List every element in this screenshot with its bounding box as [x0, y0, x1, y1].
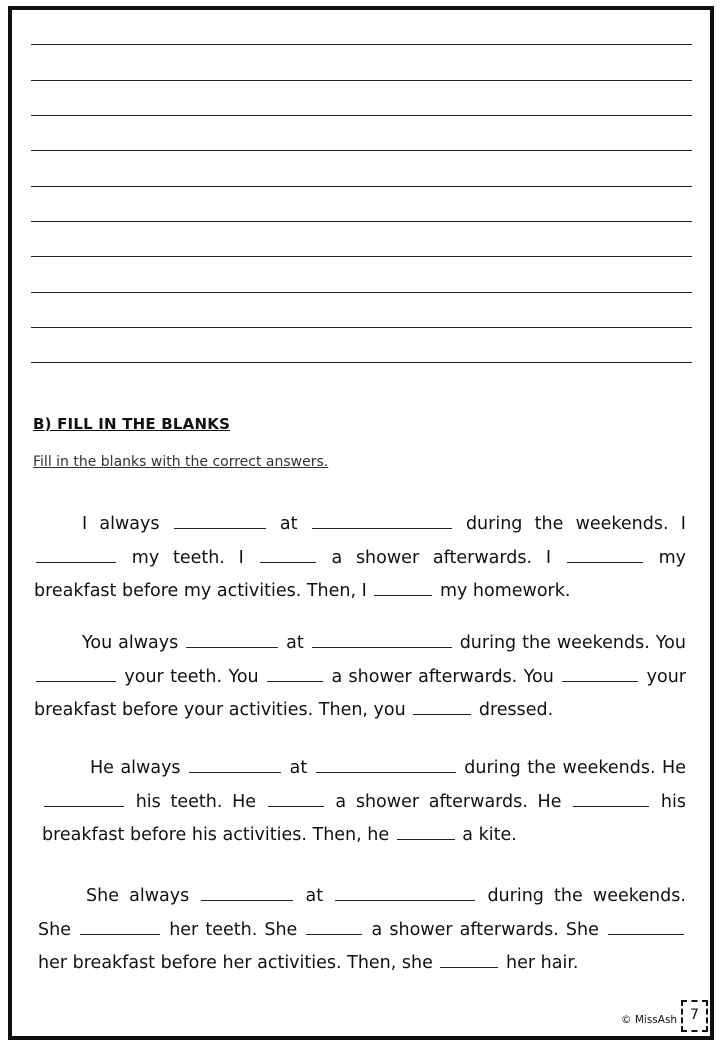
answer-blank[interactable] — [397, 822, 455, 840]
paragraph-text: a shower afterwards. She — [371, 919, 599, 940]
paragraph-text: his — [660, 791, 686, 812]
paragraph-text: breakfast before her activities. Then, she — [72, 953, 433, 973]
answer-blank[interactable] — [374, 578, 432, 596]
answer-blank[interactable] — [260, 545, 316, 563]
paragraph-text: your teeth. You — [124, 666, 259, 687]
answer-blank[interactable] — [189, 755, 281, 773]
section-title: B) FILL IN THE BLANKS — [33, 415, 231, 433]
answer-blank[interactable] — [608, 917, 684, 935]
copyright-credit: © MissAsh — [621, 1014, 678, 1026]
paragraph-text: dressed. — [478, 700, 554, 720]
answer-blank[interactable] — [36, 664, 116, 682]
answer-blank[interactable] — [174, 511, 266, 529]
paragraph-text: my homework. — [439, 581, 571, 601]
paragraph-text: a shower afterwards. He — [335, 791, 562, 812]
paragraph-text: her hair. — [506, 953, 579, 973]
writing-line[interactable] — [31, 362, 692, 363]
writing-line[interactable] — [31, 186, 692, 187]
answer-blank[interactable] — [201, 883, 293, 901]
answer-blank[interactable] — [312, 511, 452, 529]
fill-paragraph-you — [34, 627, 686, 728]
paragraph-text: at — [279, 514, 298, 534]
answer-blank[interactable] — [573, 789, 649, 807]
answer-blank[interactable] — [186, 630, 278, 648]
paragraph-text: during the weekends. You — [459, 633, 686, 653]
paragraph-text: breakfast before his activities. Then, he — [42, 825, 390, 845]
writing-line[interactable] — [31, 327, 692, 328]
answer-blank[interactable] — [268, 789, 324, 807]
page-number: 7 — [681, 1000, 708, 1032]
paragraph-text: a shower afterwards. You — [331, 666, 554, 687]
paragraph-text: my breakfast — [34, 547, 686, 601]
writing-line[interactable] — [31, 44, 692, 45]
paragraph-text: his teeth. He — [135, 791, 257, 812]
answer-blank[interactable] — [312, 630, 452, 648]
paragraph-text: my teeth. I — [131, 547, 244, 568]
answer-blank[interactable] — [567, 545, 643, 563]
paragraph-text: her — [38, 953, 68, 973]
fill-paragraph-he — [42, 752, 686, 853]
writing-line[interactable] — [31, 80, 692, 81]
answer-blank[interactable] — [80, 917, 160, 935]
paragraph-text: your — [646, 666, 686, 687]
paragraph-text: She always — [86, 886, 190, 906]
fill-paragraph-she — [38, 880, 686, 981]
answer-blank[interactable] — [44, 789, 124, 807]
paragraph-text: You always — [82, 633, 179, 653]
paragraph-text: during the weekends. He — [464, 758, 686, 778]
writing-line[interactable] — [31, 150, 692, 151]
paragraph-text: at — [305, 886, 324, 906]
paragraph-text: a kite. — [462, 825, 517, 845]
paragraph-text: breakfast before your activities. Then, you — [34, 700, 406, 720]
fill-paragraph-i — [34, 508, 686, 609]
paragraph-text: at — [289, 758, 308, 778]
paragraph-text: I always — [82, 514, 160, 534]
answer-blank[interactable] — [335, 883, 475, 901]
writing-line[interactable] — [31, 221, 692, 222]
answer-blank[interactable] — [267, 664, 323, 682]
paragraph-text: her teeth. She — [169, 919, 298, 940]
paragraph-text: a shower afterwards. I — [331, 547, 551, 568]
paragraph-text: at — [286, 633, 304, 653]
answer-blank[interactable] — [316, 755, 456, 773]
answer-blank[interactable] — [562, 664, 638, 682]
answer-blank[interactable] — [36, 545, 116, 563]
paragraph-text: during the weekends. I — [465, 514, 686, 534]
writing-line[interactable] — [31, 115, 692, 116]
writing-line[interactable] — [31, 292, 692, 293]
section-instructions: Fill in the blanks with the correct answers. — [33, 454, 329, 470]
answer-blank[interactable] — [306, 917, 362, 935]
paragraph-text: during the weekends. She — [38, 886, 686, 940]
paragraph-text: before my activities. Then, I — [122, 581, 367, 601]
answer-blank[interactable] — [440, 950, 498, 968]
paragraph-text: He always — [90, 758, 181, 778]
writing-line[interactable] — [31, 256, 692, 257]
answer-blank[interactable] — [413, 697, 471, 715]
